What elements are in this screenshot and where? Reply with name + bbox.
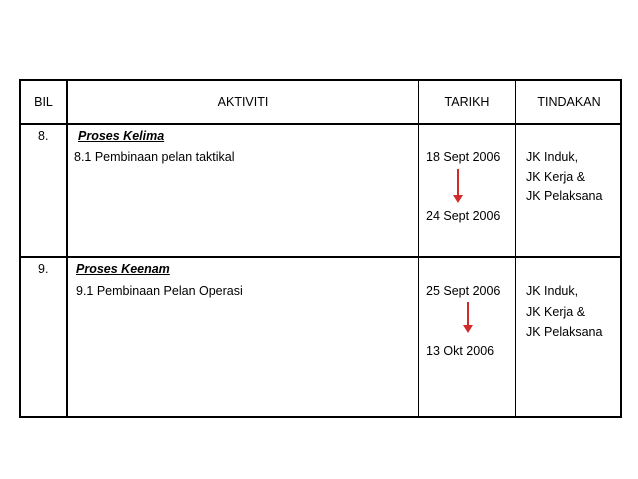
header-aktiviti: AKTIVITI <box>217 95 269 109</box>
col-divider-aktiviti <box>418 81 419 416</box>
date-range-arrow <box>453 169 463 203</box>
date-start: 18 Sept 2006 <box>426 150 501 164</box>
activity-item: 9.1 Pembinaan Pelan Operasi <box>76 284 243 298</box>
header-bil: BIL <box>34 95 53 109</box>
action-line: JK Pelaksana <box>526 325 603 339</box>
header-tindakan: TINDAKAN <box>537 95 601 109</box>
date-start: 25 Sept 2006 <box>426 284 501 298</box>
row-divider <box>21 256 620 258</box>
header-tarikh: TARIKH <box>444 95 490 109</box>
action-line: JK Pelaksana <box>526 189 603 203</box>
row-number: 9. <box>38 262 49 276</box>
col-divider-tarikh <box>515 81 516 416</box>
action-line: JK Induk, <box>526 150 579 164</box>
date-end: 13 Okt 2006 <box>426 344 495 358</box>
action-line: JK Kerja & <box>526 170 586 184</box>
process-title: Proses Kelima <box>78 129 165 143</box>
activity-item: 8.1 Pembinaan pelan taktikal <box>74 150 235 164</box>
row-number: 8. <box>38 129 49 143</box>
date-end: 24 Sept 2006 <box>426 209 501 223</box>
col-divider-bil <box>66 81 68 416</box>
action-line: JK Induk, <box>526 284 579 298</box>
date-range-arrow <box>463 302 473 333</box>
action-line: JK Kerja & <box>526 305 586 319</box>
schedule-table <box>19 79 622 418</box>
process-title: Proses Keenam <box>76 262 170 276</box>
header-divider <box>21 123 620 125</box>
